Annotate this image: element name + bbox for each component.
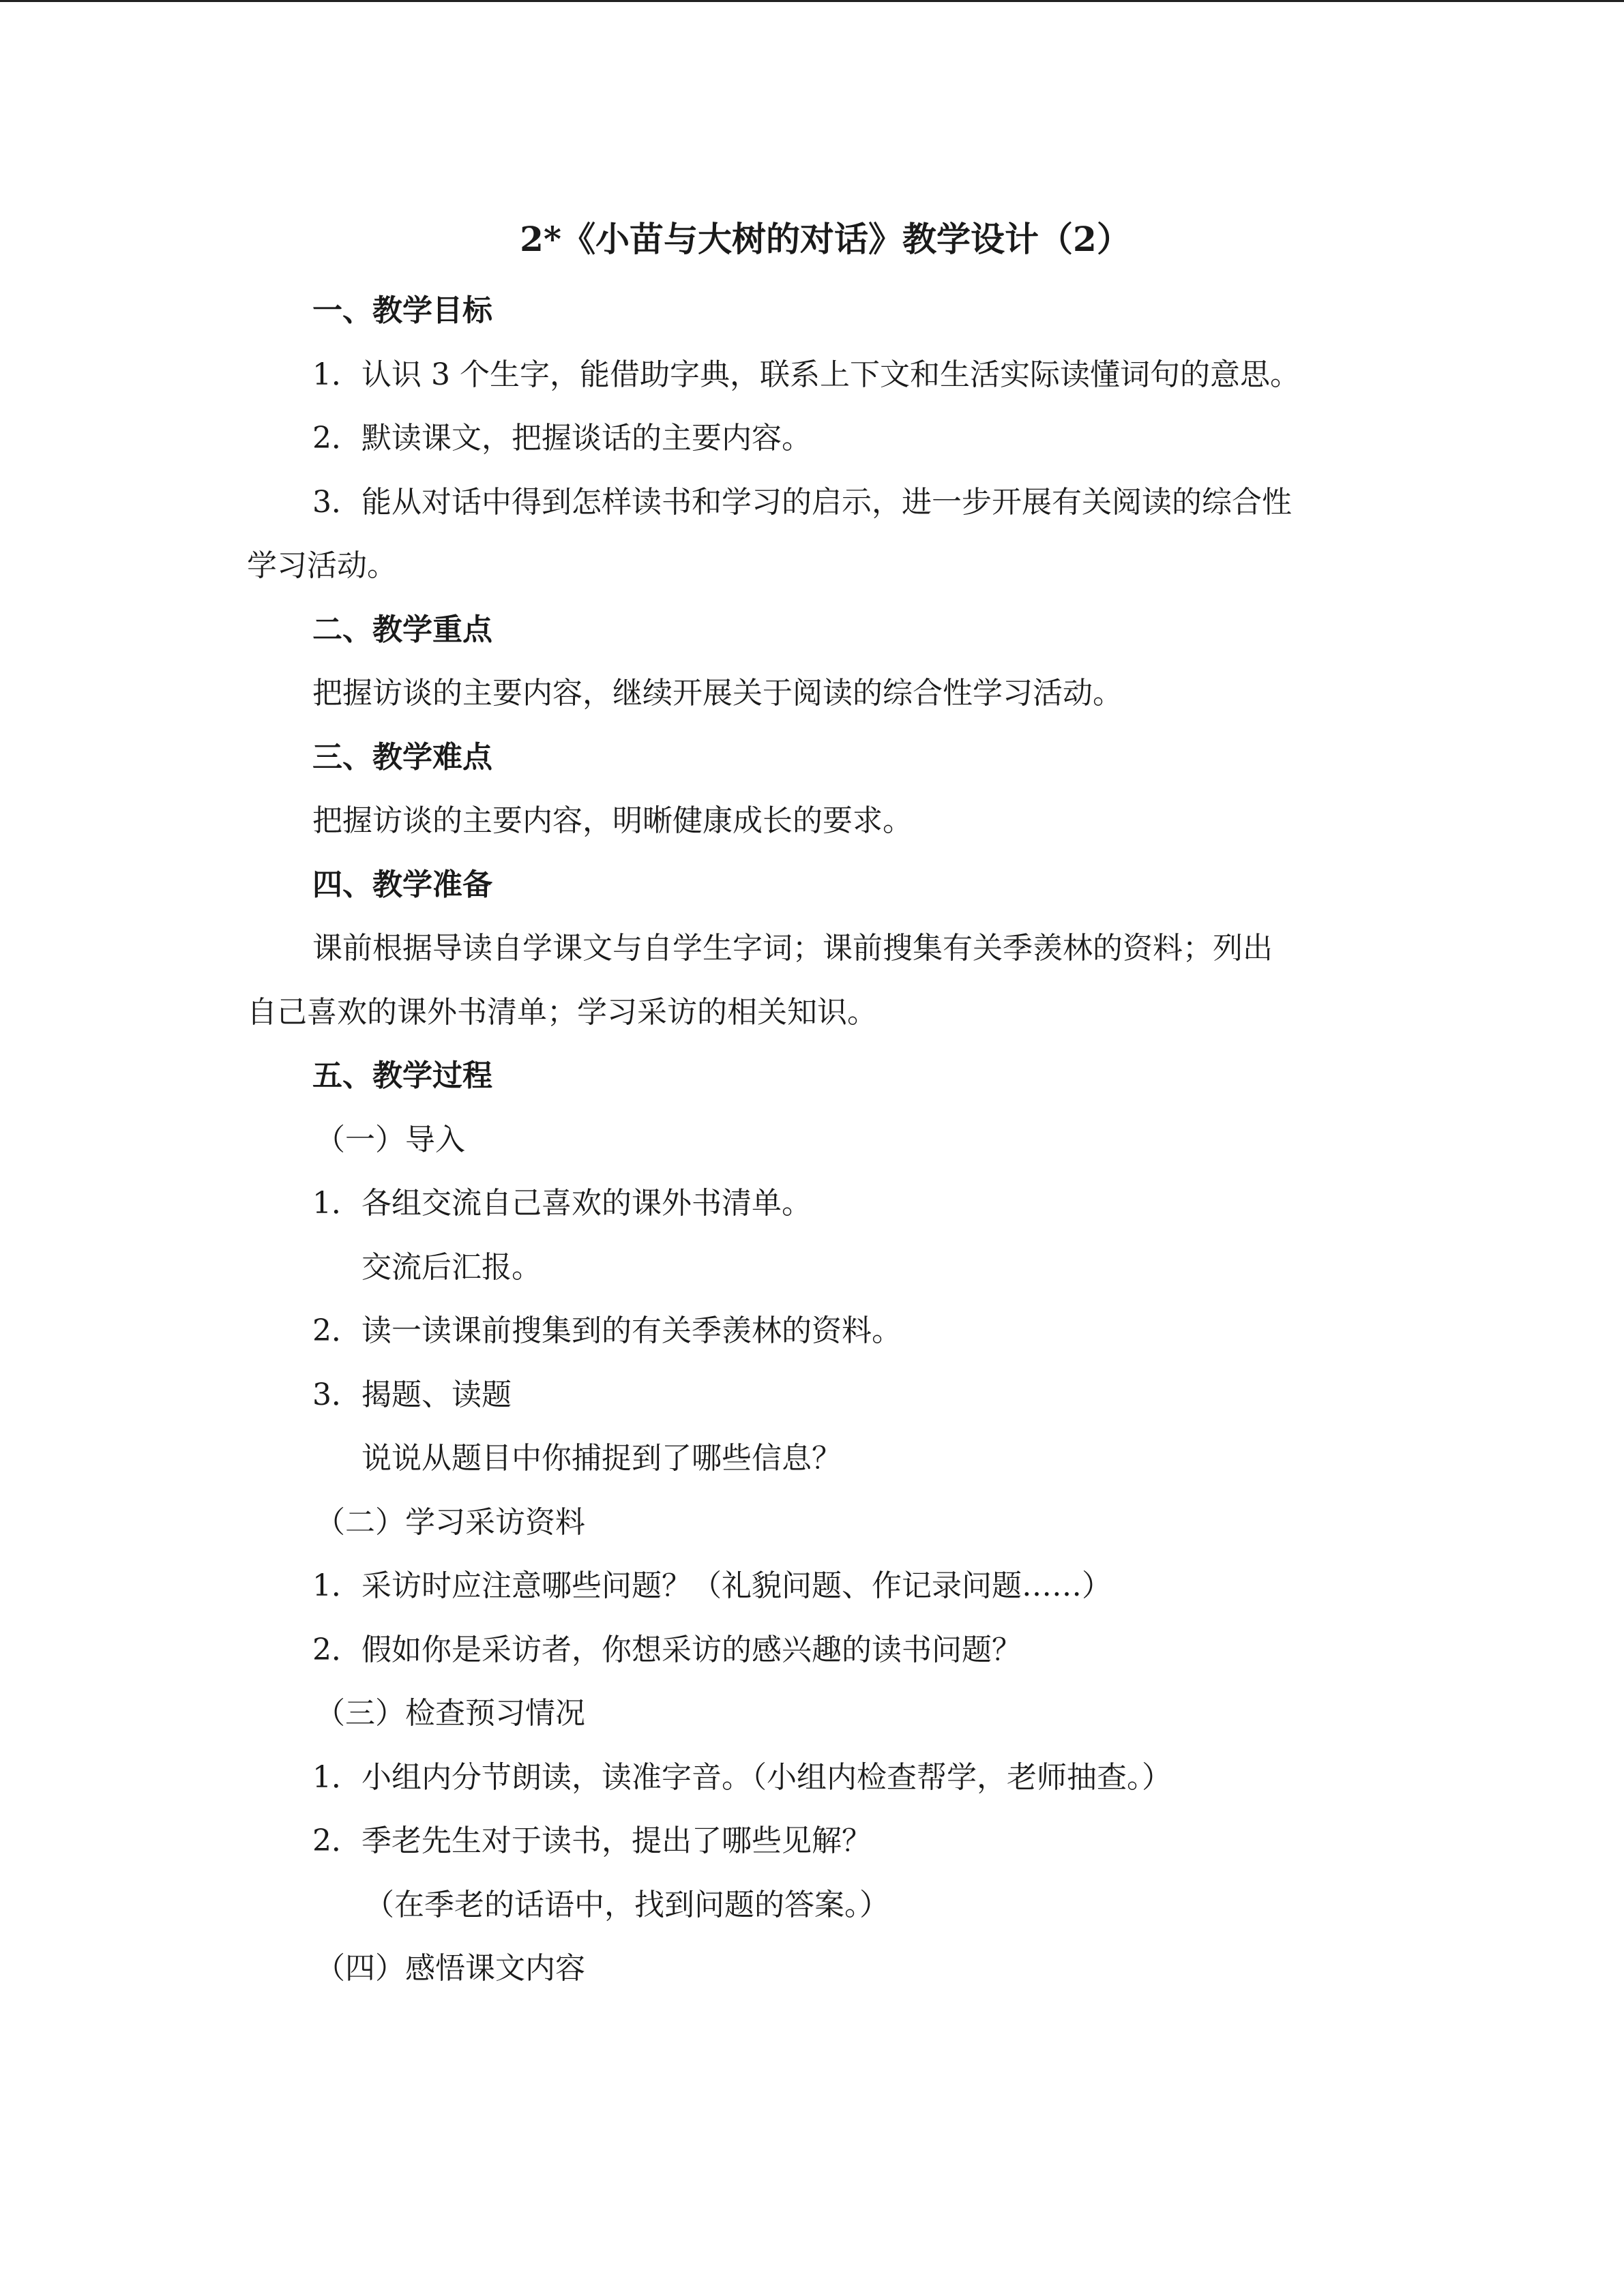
process-step-note: （在季老的话语中，找到问题的答案。） — [364, 1888, 889, 1922]
objective-item-1: 1．认识 3 个生字，能借助字典，联系上下文和生活实际读懂词句的意思。 — [312, 357, 1300, 392]
section-heading-objectives: 一、教学目标 — [312, 293, 492, 328]
process-step: 3．揭题、读题 — [312, 1377, 512, 1412]
process-step: 2．假如你是采访者，你想采访的感兴趣的读书问题？ — [312, 1632, 1022, 1667]
process-step: 2．季老先生对于读书，提出了哪些见解？ — [312, 1823, 872, 1858]
section-heading-preparation: 四、教学准备 — [312, 867, 492, 902]
process-step: 1．各组交流自己喜欢的课外书清单。 — [312, 1186, 812, 1221]
objective-item-2: 2．默读课文，把握谈话的主要内容。 — [312, 421, 812, 456]
section-heading-difficulties: 三、教学难点 — [312, 740, 492, 775]
section-heading-key-points: 二、教学重点 — [312, 612, 492, 647]
objective-item-3-continued: 学习活动。 — [247, 548, 397, 583]
document-title: 2*《小苗与大树的对话》教学设计（2） — [520, 219, 1131, 259]
subsection-preview-check: （三）检查预习情况 — [315, 1696, 585, 1731]
objective-item-3: 3．能从对话中得到怎样读书和学习的启示，进一步开展有关阅读的综合性 — [312, 485, 1292, 520]
key-points-text: 把握访谈的主要内容，继续开展关于阅读的综合性学习活动。 — [312, 676, 1123, 711]
subsection-interview-materials: （二）学习采访资料 — [315, 1505, 585, 1540]
subsection-introduction: （一）导入 — [315, 1122, 465, 1157]
difficulties-text: 把握访谈的主要内容，明晰健康成长的要求。 — [312, 803, 913, 838]
subsection-understanding-text: （四）感悟课文内容 — [315, 1951, 585, 1986]
preparation-text-continued: 自己喜欢的课外书清单；学习采访的相关知识。 — [247, 995, 877, 1030]
process-step: 1．小组内分节朗读，读准字音。（小组内检查帮学，老师抽查。） — [312, 1760, 1172, 1795]
section-heading-process: 五、教学过程 — [312, 1058, 492, 1093]
process-step-note: 说说从题目中你捕捉到了哪些信息？ — [361, 1441, 842, 1476]
process-step: 1．采访时应注意哪些问题？（礼貌问题、作记录问题……） — [312, 1568, 1112, 1603]
process-step: 2．读一读课前搜集到的有关季羡林的资料。 — [312, 1313, 902, 1348]
process-step-note: 交流后汇报。 — [361, 1250, 542, 1285]
preparation-text: 课前根据导读自学课文与自学生字词；课前搜集有关季羡林的资料；列出 — [312, 931, 1273, 966]
